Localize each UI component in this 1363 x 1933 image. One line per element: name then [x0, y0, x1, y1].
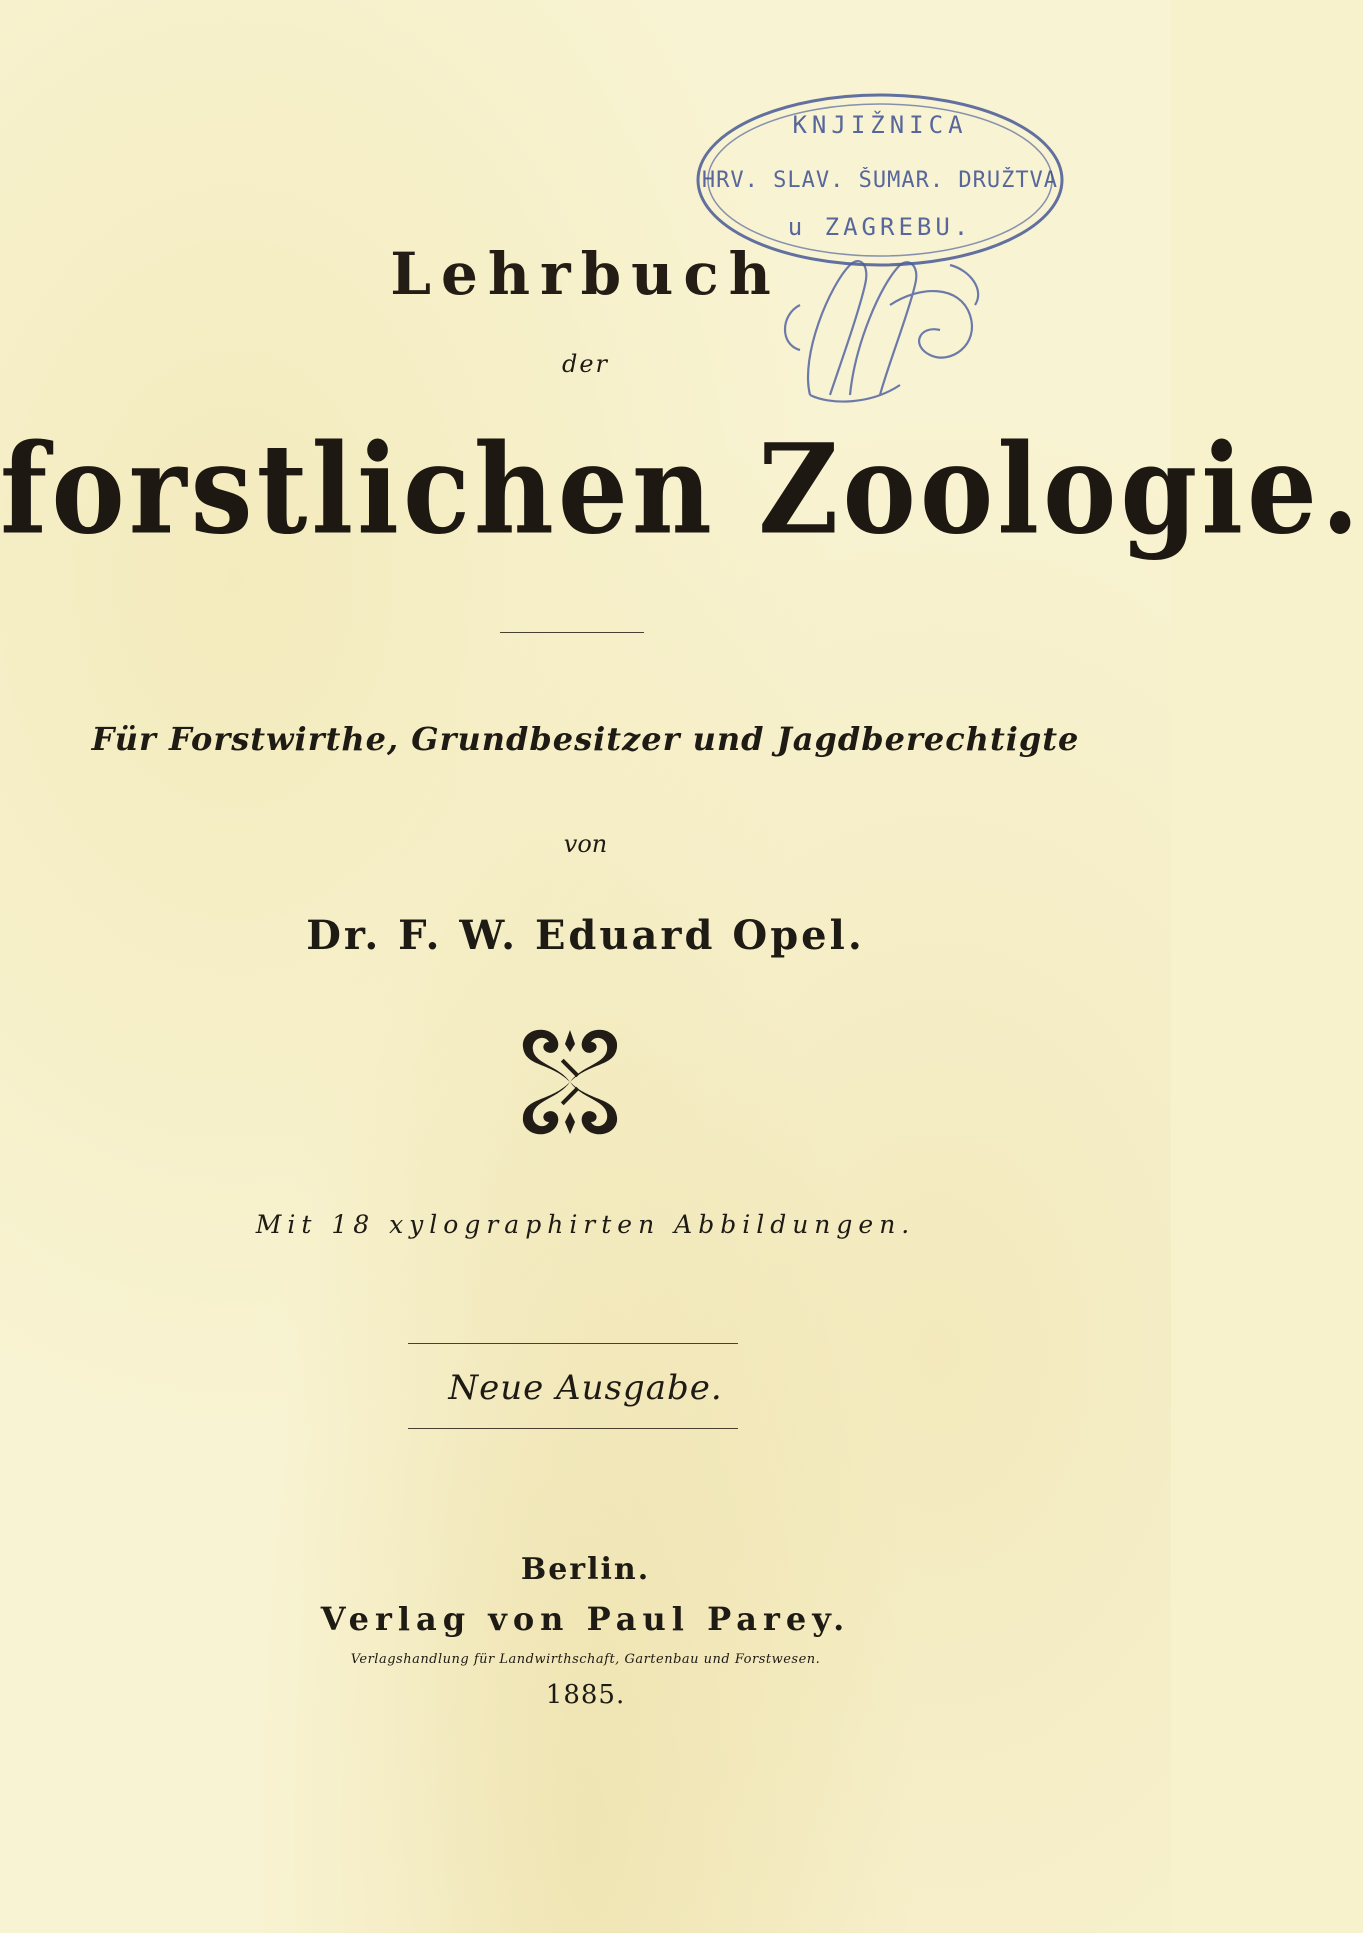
title-main: forstlichen Zoologie. [0, 417, 1363, 562]
publisher-city: Berlin. [520, 1552, 651, 1587]
illustrations-note: Mit 18 xylographirten Abbildungen. [255, 1210, 916, 1239]
title-der: der [561, 350, 610, 378]
rule-1 [500, 632, 644, 633]
von: von [563, 830, 608, 858]
ornament [515, 1022, 625, 1142]
subtitle: Für Forstwirthe, Grundbesitzer und Jagdberechtigte [91, 720, 1080, 758]
edition: Neue Ausgabe. [448, 1368, 723, 1408]
author: Dr. F. W. Eduard Opel. [306, 912, 865, 959]
rule-2 [408, 1343, 738, 1344]
title-lehrbuch: Lehrbuch [390, 240, 781, 308]
publication-year: 1885. [545, 1680, 626, 1710]
stamp-line-2: HRV. SLAV. ŠUMAR. DRUŽTVA [701, 168, 1059, 193]
publisher-name: Verlag von Paul Parey. [320, 1600, 851, 1638]
stamp-line-3: u ZAGREBU. [787, 213, 973, 241]
stamp-line-1: KNJIŽNICA [792, 111, 968, 139]
rule-3 [408, 1428, 738, 1429]
publisher-note: Verlagshandlung für Landwirthschaft, Gartenbau und Forstwesen. [350, 1652, 821, 1667]
